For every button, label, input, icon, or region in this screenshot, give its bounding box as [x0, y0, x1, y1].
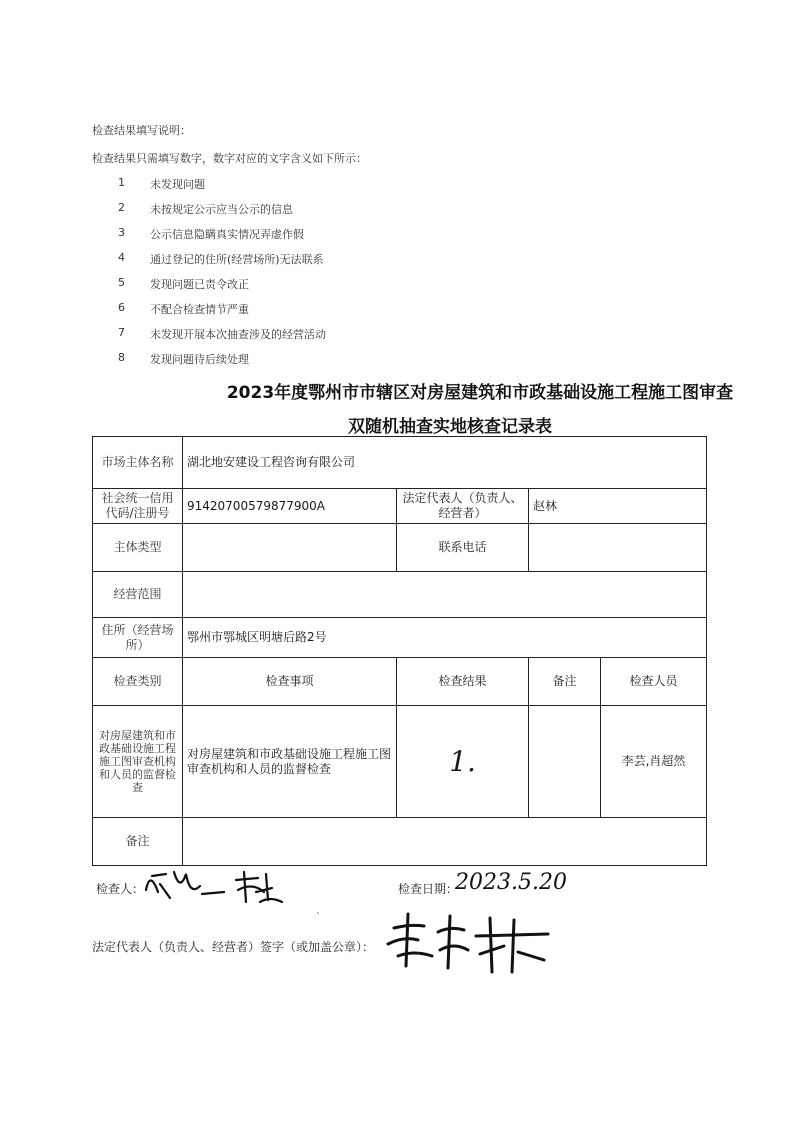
header-result: 检查结果: [397, 658, 529, 706]
record-form-table: [92, 436, 707, 866]
credit-code-value: 91420700579877900A: [183, 489, 397, 524]
legend-item: [118, 226, 304, 242]
entity-type-value: [183, 524, 397, 572]
entity-name-label: 市场主体名称: [93, 437, 183, 489]
legend-item: [118, 326, 326, 342]
row-business-scope: [93, 572, 707, 618]
legend-item: [118, 276, 249, 292]
legend-text: 不配合检查情节严重: [150, 303, 249, 316]
legend-text: 发现问题待后续处理: [150, 353, 249, 366]
legend-num: 1: [118, 176, 125, 189]
document-subtitle: [0, 412, 800, 437]
inspection-result: 1.: [397, 706, 529, 818]
row-inspection: [93, 706, 707, 818]
phone-value: [529, 524, 707, 572]
legal-sign-label: 法定代表人（负责人、经营者）签字（或加盖公章）：: [92, 940, 375, 954]
row-credit-code: [93, 489, 707, 524]
remarks-label: 备注: [93, 818, 183, 866]
legend-num: 7: [118, 326, 125, 339]
title-line-1: 2023年度鄂州市市辖区对房屋建筑和市政基础设施工程施工图审查: [226, 383, 734, 403]
legend-item: [118, 301, 249, 317]
business-scope-label: 经营范围: [93, 572, 183, 618]
title-line-2: 双随机抽查实地核查记录表: [348, 417, 552, 437]
business-scope-value: [183, 572, 707, 618]
inspection-inspectors: 李芸,肖超然: [601, 706, 707, 818]
legend-num: 8: [118, 351, 125, 364]
legend-text: 通过登记的住所(经营场所)无法联系: [150, 253, 324, 266]
phone-label: 联系电话: [397, 524, 529, 572]
row-entity-name: [93, 437, 707, 489]
inspection-remark: [529, 706, 601, 818]
legend-num: 6: [118, 301, 125, 314]
legend-item: [118, 176, 205, 192]
legend-item: [118, 351, 249, 367]
remarks-value: [183, 818, 707, 866]
stray-mark: ˋ: [316, 912, 321, 923]
legend-text: 未发现问题: [150, 178, 205, 191]
row-remarks: [93, 818, 707, 866]
legend-num: 4: [118, 251, 125, 264]
date-label: 检查日期：: [398, 882, 459, 896]
row-headers: [93, 658, 707, 706]
address-value: 鄂州市鄂城区明塘后路2号: [183, 618, 707, 658]
legend-num: 2: [118, 201, 125, 214]
legend-text: 公示信息隐瞒真实情况弄虚作假: [150, 228, 304, 241]
instructions-intro: 检查结果只需填写数字，数字对应的文字含义如下所示：: [92, 152, 367, 165]
entity-name-value: 湖北地安建设工程咨询有限公司: [183, 437, 707, 489]
inspector-sign-label: 检查人：: [96, 882, 145, 896]
legal-rep-label: 法定代表人（负责人、经营者）: [397, 489, 529, 524]
inspection-date: 2023.5.20: [455, 870, 567, 895]
inspection-category: 对房屋建筑和市政基础设施工程施工图审查机构和人员的监督检查: [93, 706, 183, 818]
header-inspector: 检查人员: [601, 658, 707, 706]
header-category: 检查类别: [93, 658, 183, 706]
entity-type-label: 主体类型: [93, 524, 183, 572]
address-label: 住所（经营场所）: [93, 618, 183, 658]
inspector-signature: [140, 862, 300, 910]
legend-num: 3: [118, 226, 125, 239]
legend-text: 未发现开展本次抽查涉及的经营活动: [150, 328, 326, 341]
legal-rep-signature: [384, 906, 554, 978]
header-item: 检查事项: [183, 658, 397, 706]
legend-num: 5: [118, 276, 125, 289]
legend-text: 发现问题已责令改正: [150, 278, 249, 291]
legend-item: [118, 251, 324, 267]
legal-rep-value: 赵林: [529, 489, 707, 524]
inspection-item: 对房屋建筑和市政基础设施工程施工图审查机构和人员的监督检查: [183, 706, 397, 818]
credit-code-label: 社会统一信用代码/注册号: [93, 489, 183, 524]
legend-item: [118, 201, 293, 217]
legend-text: 未按规定公示应当公示的信息: [150, 203, 293, 216]
document-title: [0, 378, 800, 403]
instructions-heading: 检查结果填写说明：: [92, 124, 191, 137]
row-entity-type: [93, 524, 707, 572]
row-address: [93, 618, 707, 658]
header-remark: 备注: [529, 658, 601, 706]
